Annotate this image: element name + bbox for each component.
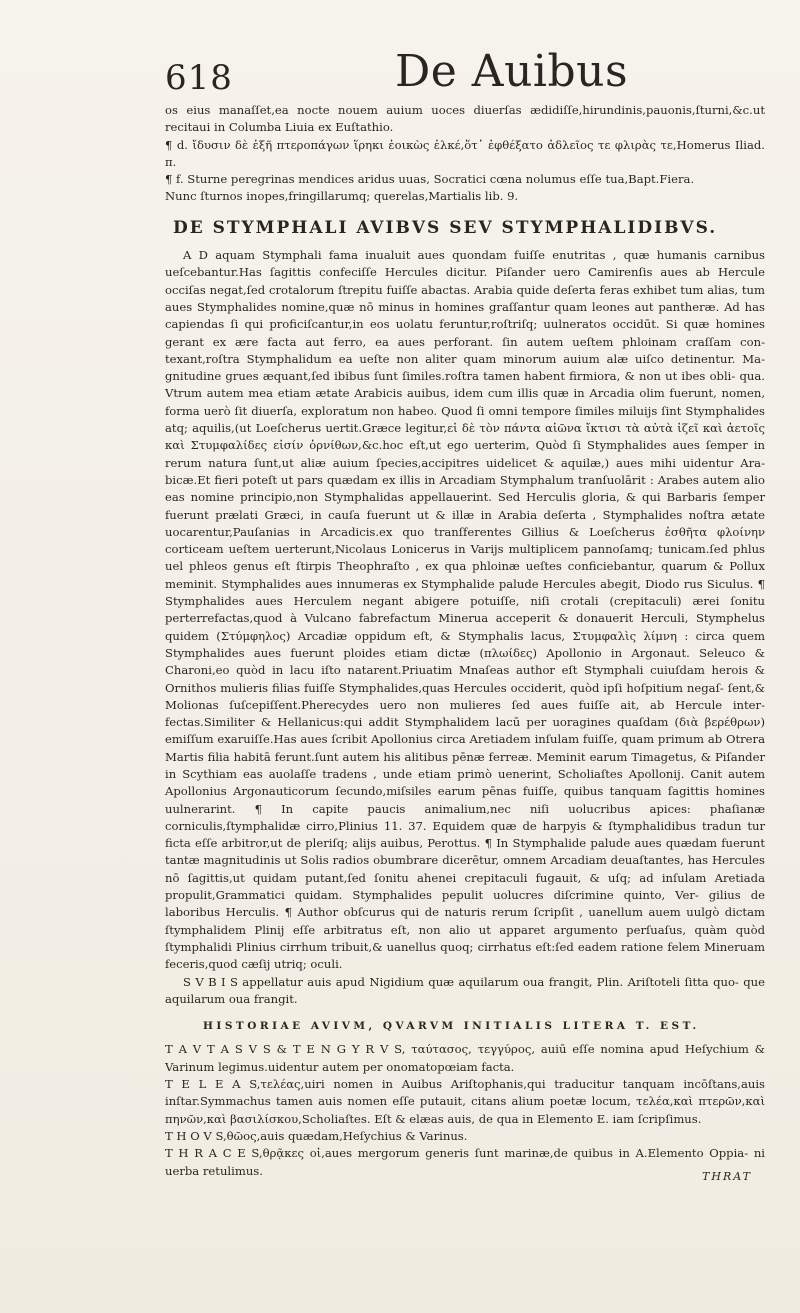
entry-thous: T H O V S,θῶος,auis quædam,Heſychius & Varinus.: [165, 1128, 468, 1143]
running-title: De Auibus: [395, 46, 629, 97]
page-text: [165, 102, 765, 1180]
note-martial: Nunc ſturnos inopes,fringillarumq; querelas,Martialis lib. 9.: [165, 189, 519, 204]
note-f: ¶ f. Sturne peregrinas mendices aridus uuas, Socratici cœna nolumus eſſe tua,Bapt.Fiera.: [165, 172, 695, 187]
intro-line: os eius manaſſet,ea nocte nouem auium uoces diuerſas ædidiſſe,hirundinis,pauonis,ſturni,&c.ut recitaui in Columba Liuia ex Euſtathio.: [165, 103, 765, 135]
page-header: [0, 40, 800, 100]
entry-tautasus: T A V T A S V S & T E N G Y R V S, ταύτασος, τεγγύρος, auiū eſſe nomina apud Heſychium & Varinum legimus.uidentur autem per onomatopœiam facta.: [165, 1042, 765, 1074]
catchword: THRAT: [702, 1170, 752, 1183]
note-d: ¶ d. ἴδυσιν δὲ ἐξῆ πτεροπάγων ἵρηκι ἐοικὼς ἐλκέ,ὅτ᾽ ἐφθέξατο ἀδλεῖος τε φλιρὰς τε,Homerus Iliad. π.: [165, 137, 765, 169]
body-paragraph-subis: S V B I S appellatur auis apud Nigidium quæ aquilarum oua frangit, Plin. Ariſtoteli ſitta quo- que aquilarum oua frangit.: [165, 974, 765, 1006]
body-paragraph: A D aquam Stymphali fama inualuit aues quondam fuiſſe enutritas , quæ humanis carnibus ueſcebantur.Has ſagittis confeciſſe Hercules dicitur. Piſander uero Camirenſis aues ab Hercule occiſas negat,ſed crotalorum ſtrepitu fuiſſe abactas. Arabia quide deſerta feras exhibet tum alias, tum aues Stymphalides nomine,quæ nō minus in homines graſſantur quam leones aut pantheræ. Ad has capiendas ſi qui proficiſcantur,in eos uolatu feruntur,roſtriſq; uulneratos occidūt. Si quæ homines gerant ex ære facta aut ferro, ea aues perforant. ſin autem ueſtem phloinam craſſam con- texant,roſtra Stymphalidum ea ueſte non aliter quam minorum auium alæ uiſco detinentur. Ma- gnitudine grues æquant,ſed ibibus ſunt ſimiles.roſtra tamen habent firmiora, & non ut ibes obli- qua. Vtrum autem mea etiam ætate Arabicis auibus, idem cum illis quæ in Arcadia olim fuerunt, nomen, forma uerò ſit diuerſa, exploratum non habeo. Quod ſi omni tempore ſimiles miluijs ſint Stymphalides atq; aquilis,(ut Loeſcherus uertit.Græce legitur,εἰ δὲ τὸν πάντα αἰῶνα ἴκτισι τὰ αὐτὰ ἰζεῖ καὶ ἀετοῖς καὶ Στυμφαλίδες εἰσίν ὁρνίθων,&c.hoc eſt,ut ego uerterim, Quòd ſi Stymphalides aues ſemper in rerum natura ſunt,ut aliæ auium ſpecies,accipitres uidelicet & aquilæ,) aues mihi uidentur Ara- bicæ.Et fieri poteſt ut pars quædam ex illis in Arcadiam Stymphalum tranſuolārit : Arabes autem alio eas nomine principio,non Stymphalidas appellauerint. Sed Herculis gloria, & qui Barbaris ſemper fuerunt prælati Græci, in cauſa fuerunt ut & illæ in Arabia deſerta , Stymphalides noſtra ætate uocarentur,Pauſanias in Arcadicis.ex quo tranſferentes Gillius & Loeſcherus ἐσθῆτα φλοίνην corticeam ueſtem uerterunt,Nicolaus Lonicerus in Varijs multiplicem pannoſamq; tunicam.ſed phlus uel phleos genus eſt ſtirpis Theophraſto , ex qua phloinæ ueſtes conficiebantur, quarum & Pollux meminit. Stymphalides aues innumeras ex Stymphalide palude Hercules abegit, Diodo rus Siculus. ¶ Stymphalides aues Herculem negant abigere potuiſſe, niſi crotali (crepitaculi) ærei ſonitu perterrefactas,quod à Vulcano fabrefactum Minerua acceperit & donauerit Herculi, Stymphelus quidem (Στύμφηλος) Arcadiæ oppidum eſt, & Stymphalis lacus, Στυμφαλὶς λίμνη : circa quem Stymphalides aues fuerunt ploides etiam dictæ (πλωίδες) Apollonio in Argonaut. Seleuco & Charoni,eo quòd in lacu iſto natarent.Priuatim Mnaſeas author eſt Stymphali cuiuſdam herois & Ornithos mulieris filias fuiſſe Stymphalides,quas Hercules occiderit, quòd ipſi hoſpitium negaſ- ſent,& Molionas ſuſcepiſſent.Pherecydes uero non mulieres ſed aues fuiſſe ait, ab Hercule inter- fectas.Similiter & Hellanicus:qui addit Stymphalidem lacū per uoragines quaſdam (διὰ βερέθρων) emiſſum exaruiſſe.Has aues ſcribit Apollonius circa Aretiadem inſulam fuiſſe, quam primum ab Otrera Martis filia habitā ferunt.ſunt autem his alitibus pēnæ ferreæ. Meminit earum Timagetus, & Piſander in Scythiam eas auolaſſe tradens , unde etiam primò uenerint, Scholiaſtes Apollonij. Canit autem Apollonius Argonauticorum ſecundo,miſsiles earum pēnas fuiſſe, quibus tanquam ſagittis homines uulnerarint. ¶ In capite paucis animalium,nec niſi uolucribus apices: phaſianæ corniculis,ſtymphalidæ cirro,Plinius 11. 37. Equidem quæ de harpyis & ſtymphalidibus tradun tur ficta eſſe arbitror,ut de pleriſq; alijs auibus, Perottus. ¶ In Stymphalide palude aues quædam fuerunt tantæ magnitudinis ut Solis radios obumbrare dicerētur, omnem Arcadiam deuaſtantes, has Hercules nō ſagittis,ut quidam putant,ſed ſonitu ahenei crepitaculi fugauit, & uſq; ad inſulam Aretiada propulit,Grammatici quidam. Stymphalides pepulit uolucres diſcrimine quinto, Ver- gilius de laboribus Herculis. ¶ Author obſcurus qui de naturis rerum ſcripſit , uanellum auem uulgò dictam ſtymphalidem Plinij eſſe arbitratus eſt, non alio ut apparet argumento perſuaſus, quàm quòd ſtymphalidi Plinius cirrhum tribuit,& uanellus quoq; cirrhatus eſt:ſed eadem ratione felem Mineruam feceris,quod cæſij utriq; oculi.: [165, 248, 765, 972]
bottom-margin: [0, 1200, 800, 1313]
entry-teleas: T E L E A S,τελέας,uiri nomen in Auibus Ariſtophanis,qui traducitur tanquam incōſtans,auis inſtar.Symmachus tamen auis nomen eſſe putauit, citans alium poetæ locum, τελέα,καὶ πτερῶν,καὶ πηνῶν,καὶ βασιλίσκου,Scholiaſtes. Eſt & elæas auis, de qua in Elemento E. iam ſcripſimus.: [165, 1077, 765, 1126]
page-number: 618: [165, 58, 233, 98]
section-heading: DE STYMPHALI AVIBVS SEV STYMPHALIDIBVS.: [173, 217, 718, 238]
sub-heading: HISTORIAE AVIVM, QVARVM INITIALIS LITERA T. EST.: [203, 1020, 700, 1033]
entry-thraces: T H R A C E S,θρᾷκες οἱ,aues mergorum generis ſunt marinæ,de quibus in A.Elemento Oppia- ni uerba retulimus.: [165, 1146, 765, 1178]
